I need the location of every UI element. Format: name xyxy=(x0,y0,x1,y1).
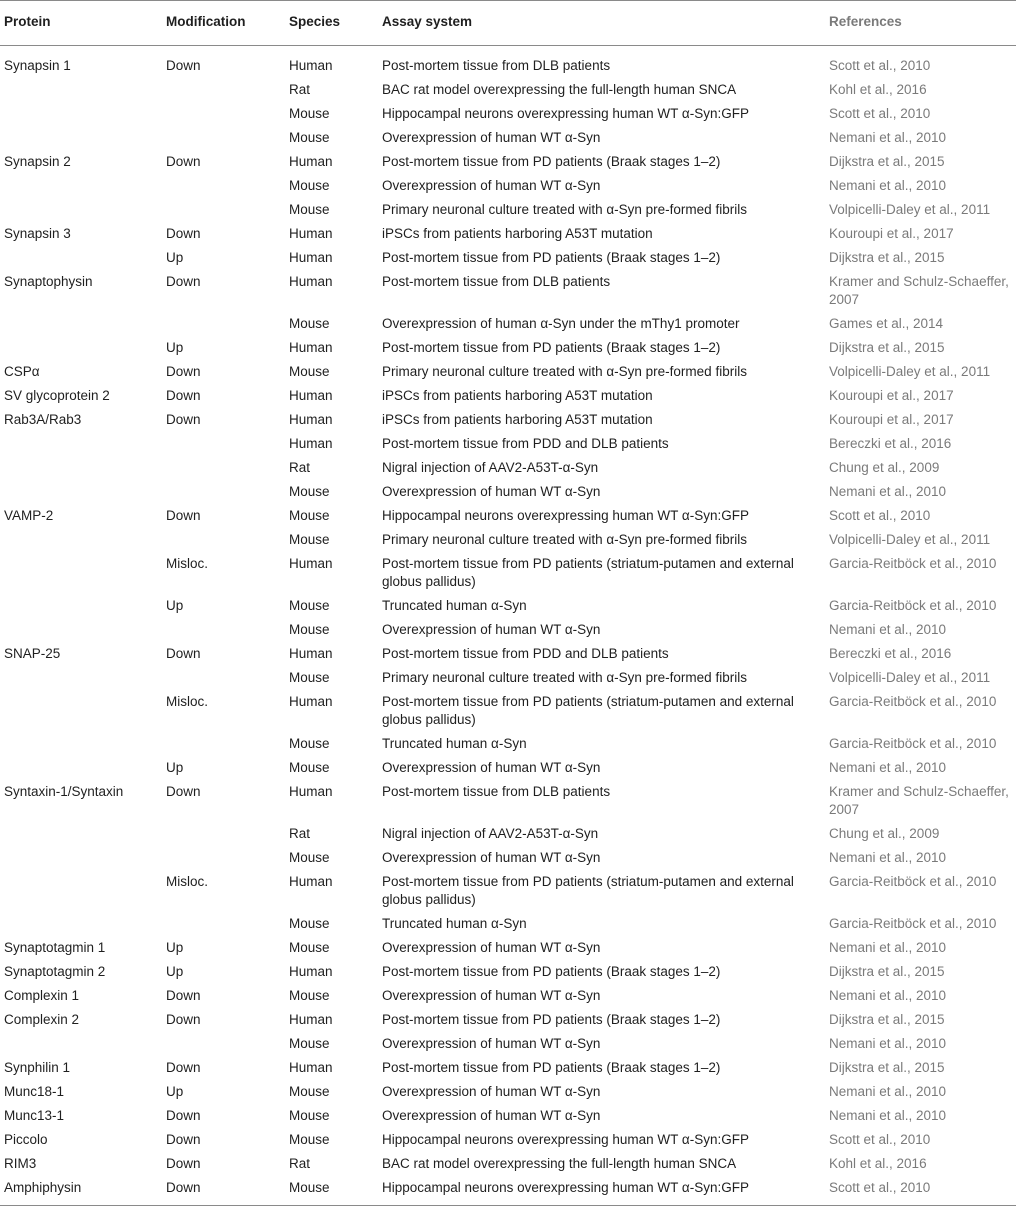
species-cell: Mouse xyxy=(289,940,330,955)
species-cell: Human xyxy=(289,250,333,265)
protein-cell xyxy=(0,915,166,939)
species-cell: Mouse xyxy=(289,202,330,217)
modification-cell xyxy=(166,849,289,873)
modification-cell: Down xyxy=(166,1012,201,1027)
protein-cell: Synaptophysin xyxy=(4,274,93,289)
protein-cell xyxy=(0,873,166,915)
species-cell: Human xyxy=(289,154,333,169)
assay-system-cell: Primary neuronal culture treated with α-Syn pre-formed fibrils xyxy=(382,670,747,685)
assay-system-cell: Overexpression of human WT α-Syn xyxy=(382,850,601,865)
table-row xyxy=(0,1035,1016,1059)
species-cell: Human xyxy=(289,1012,333,1027)
table-row xyxy=(0,849,1016,873)
reference-cell: Bereczki et al., 2016 xyxy=(829,436,952,451)
reference-cell: Scott et al., 2010 xyxy=(829,58,931,73)
reference-cell: Garcia-Reitböck et al., 2010 xyxy=(829,916,997,931)
modification-cell: Misloc. xyxy=(166,874,209,889)
reference-cell: Garcia-Reitböck et al., 2010 xyxy=(829,874,997,889)
modification-cell xyxy=(166,315,289,339)
protein-cell xyxy=(0,483,166,507)
protein-cell xyxy=(0,249,166,273)
protein-cell: Synapsin 3 xyxy=(4,226,71,241)
assay-system-cell: Primary neuronal culture treated with α-Syn pre-formed fibrils xyxy=(382,532,747,547)
assay-system-cell: Nigral injection of AAV2-A53T-α-Syn xyxy=(382,460,599,475)
species-cell: Mouse xyxy=(289,364,330,379)
reference-cell: Scott et al., 2010 xyxy=(829,106,931,121)
header-species: Species xyxy=(289,1,382,46)
table-row xyxy=(0,435,1016,459)
assay-system-cell: iPSCs from patients harboring A53T mutation xyxy=(382,388,653,403)
protein-cell xyxy=(0,459,166,483)
reference-cell: Scott et al., 2010 xyxy=(829,1179,1016,1206)
assay-system-cell: Primary neuronal culture treated with α-Syn pre-formed fibrils xyxy=(382,364,747,379)
species-cell: Mouse xyxy=(289,736,330,751)
table-row xyxy=(0,987,1016,1011)
assay-system-cell: Overexpression of human WT α-Syn xyxy=(382,1084,601,1099)
protein-cell xyxy=(0,531,166,555)
species-cell: Mouse xyxy=(289,1036,330,1051)
assay-system-cell: iPSCs from patients harboring A53T mutation xyxy=(382,226,653,241)
protein-cell xyxy=(0,849,166,873)
assay-system-cell: Post-mortem tissue from DLB patients xyxy=(382,274,611,289)
modification-cell: Down xyxy=(166,364,201,379)
species-cell: Human xyxy=(289,646,333,661)
modification-cell: Up xyxy=(166,940,184,955)
protein-cell: Synapsin 1 xyxy=(4,58,71,73)
species-cell: Mouse xyxy=(289,988,330,1003)
reference-cell: Garcia-Reitböck et al., 2010 xyxy=(829,556,997,571)
modification-cell xyxy=(166,735,289,759)
assay-system-cell: Overexpression of human WT α-Syn xyxy=(382,622,601,637)
table-row xyxy=(0,483,1016,507)
assay-system-cell: Post-mortem tissue from PD patients (Braak stages 1–2) xyxy=(382,1060,721,1075)
assay-system-cell: Overexpression of human WT α-Syn xyxy=(382,760,601,775)
assay-system-cell: Nigral injection of AAV2-A53T-α-Syn xyxy=(382,826,599,841)
species-cell: Rat xyxy=(289,1156,311,1171)
reference-cell: Nemani et al., 2010 xyxy=(829,988,947,1003)
modification-cell: Up xyxy=(166,760,184,775)
table-row xyxy=(0,555,1016,597)
species-cell: Mouse xyxy=(289,532,330,547)
table-row xyxy=(0,411,1016,435)
protein-cell xyxy=(0,1035,166,1059)
species-cell: Mouse xyxy=(289,508,330,523)
species-cell: Mouse xyxy=(289,598,330,613)
table-row xyxy=(0,1011,1016,1035)
modification-cell: Down xyxy=(166,412,201,427)
header-protein: Protein xyxy=(0,1,166,46)
modification-cell xyxy=(166,201,289,225)
table-row xyxy=(0,597,1016,621)
reference-cell: Nemani et al., 2010 xyxy=(829,622,947,637)
assay-system-cell: Post-mortem tissue from PD patients (Braak stages 1–2) xyxy=(382,154,721,169)
reference-cell: Volpicelli-Daley et al., 2011 xyxy=(829,364,991,379)
assay-system-cell: Overexpression of human WT α-Syn xyxy=(382,130,601,145)
modification-cell: Down xyxy=(166,388,201,403)
species-cell: Mouse xyxy=(289,1108,330,1123)
protein-cell: Syntaxin-1/Syntaxin xyxy=(4,784,124,799)
assay-system-cell: Hippocampal neurons overexpressing human WT α-Syn:GFP xyxy=(382,508,749,523)
assay-system-cell: Overexpression of human WT α-Syn xyxy=(382,484,601,499)
protein-cell: Munc13-1 xyxy=(4,1108,65,1123)
species-cell: Human xyxy=(289,340,333,355)
table-row xyxy=(0,531,1016,555)
species-cell: Mouse xyxy=(289,1084,330,1099)
assay-system-cell: Truncated human α-Syn xyxy=(382,916,527,931)
header-assay-system: Assay system xyxy=(382,1,829,46)
table-row xyxy=(0,459,1016,483)
modification-cell: Down xyxy=(166,508,201,523)
assay-system-cell: Overexpression of human WT α-Syn xyxy=(382,940,601,955)
species-cell: Mouse xyxy=(289,106,330,121)
modification-cell xyxy=(166,621,289,645)
assay-system-cell: BAC rat model overexpressing the full-length human SNCA xyxy=(382,82,737,97)
protein-cell: Synphilin 1 xyxy=(4,1060,71,1075)
modification-cell xyxy=(166,81,289,105)
modification-cell: Down xyxy=(166,988,201,1003)
table-row xyxy=(0,1083,1016,1107)
protein-cell xyxy=(0,177,166,201)
species-cell: Mouse xyxy=(289,1132,330,1147)
protein-cell xyxy=(0,735,166,759)
assay-system-cell: Post-mortem tissue from PDD and DLB patients xyxy=(382,436,669,451)
assay-system-cell: Post-mortem tissue from DLB patients xyxy=(382,784,611,799)
reference-cell: Dijkstra et al., 2015 xyxy=(829,964,945,979)
assay-system-cell: Post-mortem tissue from PD patients (striatum-putamen and external globus pallidus) xyxy=(382,694,794,727)
assay-system-cell: Post-mortem tissue from PD patients (Braak stages 1–2) xyxy=(382,1012,721,1027)
modification-cell: Down xyxy=(166,226,201,241)
reference-cell: Kohl et al., 2016 xyxy=(829,1156,927,1171)
table-row xyxy=(0,81,1016,105)
modification-cell: Down xyxy=(166,646,201,661)
table-row xyxy=(0,129,1016,153)
reference-cell: Volpicelli-Daley et al., 2011 xyxy=(829,532,991,547)
reference-cell: Nemani et al., 2010 xyxy=(829,130,947,145)
modification-cell xyxy=(166,459,289,483)
protein-cell xyxy=(0,555,166,597)
reference-cell: Nemani et al., 2010 xyxy=(829,940,947,955)
protein-cell: SNAP-25 xyxy=(4,646,61,661)
table-row xyxy=(0,915,1016,939)
protein-cell xyxy=(0,759,166,783)
species-cell: Rat xyxy=(289,826,311,841)
reference-cell: Garcia-Reitböck et al., 2010 xyxy=(829,694,997,709)
modification-cell xyxy=(166,129,289,153)
species-cell: Human xyxy=(289,874,333,889)
species-cell: Rat xyxy=(289,82,311,97)
species-cell: Mouse xyxy=(289,178,330,193)
species-cell: Mouse xyxy=(289,622,330,637)
table-row xyxy=(0,46,1016,82)
modification-cell xyxy=(166,531,289,555)
table-row xyxy=(0,939,1016,963)
reference-cell: Nemani et al., 2010 xyxy=(829,1084,947,1099)
protein-cell: Piccolo xyxy=(4,1132,48,1147)
assay-system-cell: Post-mortem tissue from PD patients (striatum-putamen and external globus pallidus) xyxy=(382,556,794,589)
reference-cell: Nemani et al., 2010 xyxy=(829,1036,947,1051)
species-cell: Mouse xyxy=(289,760,330,775)
header-modification: Modification xyxy=(166,1,289,46)
reference-cell: Garcia-Reitböck et al., 2010 xyxy=(829,736,997,751)
species-cell: Mouse xyxy=(289,316,330,331)
species-cell: Human xyxy=(289,964,333,979)
table-row xyxy=(0,1059,1016,1083)
reference-cell: Dijkstra et al., 2015 xyxy=(829,340,945,355)
modification-cell: Down xyxy=(166,1132,201,1147)
protein-cell xyxy=(0,693,166,735)
table-row xyxy=(0,249,1016,273)
modification-cell: Up xyxy=(166,250,184,265)
species-cell: Mouse xyxy=(289,670,330,685)
modification-cell xyxy=(166,483,289,507)
assay-system-cell: Overexpression of human WT α-Syn xyxy=(382,1036,601,1051)
protein-cell xyxy=(0,201,166,225)
modification-cell: Down xyxy=(166,58,201,73)
table-row xyxy=(0,963,1016,987)
table-row xyxy=(0,1155,1016,1179)
assay-system-cell: Truncated human α-Syn xyxy=(382,598,527,613)
assay-system-cell: Truncated human α-Syn xyxy=(382,736,527,751)
reference-cell: Nemani et al., 2010 xyxy=(829,484,947,499)
protein-cell xyxy=(0,435,166,459)
species-cell: Human xyxy=(289,436,333,451)
reference-cell: Games et al., 2014 xyxy=(829,316,944,331)
modification-cell xyxy=(166,825,289,849)
assay-system-cell: Overexpression of human WT α-Syn xyxy=(382,988,601,1003)
modification-cell xyxy=(166,1035,289,1059)
species-cell: Human xyxy=(289,274,333,289)
species-cell: Mouse xyxy=(289,916,330,931)
reference-cell: Kouroupi et al., 2017 xyxy=(829,388,954,403)
species-cell: Human xyxy=(289,556,333,571)
modification-cell: Down xyxy=(166,1156,201,1171)
assay-system-cell: Post-mortem tissue from PD patients (Braak stages 1–2) xyxy=(382,964,721,979)
species-cell: Human xyxy=(289,1060,333,1075)
protein-cell xyxy=(0,105,166,129)
protein-cell xyxy=(0,825,166,849)
reference-cell: Kouroupi et al., 2017 xyxy=(829,412,954,427)
protein-cell: Amphiphysin xyxy=(0,1179,166,1206)
modification-cell: Up xyxy=(166,340,184,355)
reference-cell: Volpicelli-Daley et al., 2011 xyxy=(829,670,991,685)
table-row xyxy=(0,315,1016,339)
table-row xyxy=(0,621,1016,645)
table-body xyxy=(0,46,1016,1206)
table-row xyxy=(0,105,1016,129)
species-cell: Human xyxy=(289,226,333,241)
reference-cell: Dijkstra et al., 2015 xyxy=(829,1060,945,1075)
table-header xyxy=(0,1,1016,46)
modification-cell: Down xyxy=(166,1179,289,1206)
protein-cell xyxy=(0,315,166,339)
species-cell: Human xyxy=(289,784,333,799)
protein-cell xyxy=(0,669,166,693)
modification-cell: Down xyxy=(166,1060,201,1075)
protein-cell xyxy=(0,339,166,363)
assay-system-cell: Post-mortem tissue from PD patients (Braak stages 1–2) xyxy=(382,340,721,355)
header-row xyxy=(0,1,1016,46)
modification-cell: Up xyxy=(166,1084,184,1099)
table-row xyxy=(0,669,1016,693)
reference-cell: Dijkstra et al., 2015 xyxy=(829,1012,945,1027)
table-row xyxy=(0,693,1016,735)
protein-cell: CSPα xyxy=(4,364,40,379)
species-cell: Rat xyxy=(289,460,311,475)
modification-cell xyxy=(166,915,289,939)
modification-cell: Down xyxy=(166,1108,201,1123)
table-row xyxy=(0,507,1016,531)
reference-cell: Garcia-Reitböck et al., 2010 xyxy=(829,598,997,613)
species-cell: Human xyxy=(289,58,333,73)
reference-cell: Dijkstra et al., 2015 xyxy=(829,250,945,265)
reference-cell: Volpicelli-Daley et al., 2011 xyxy=(829,202,991,217)
assay-system-cell: Post-mortem tissue from DLB patients xyxy=(382,58,611,73)
table-row xyxy=(0,735,1016,759)
modification-cell xyxy=(166,435,289,459)
table-row xyxy=(0,1179,1016,1206)
table-row xyxy=(0,273,1016,315)
reference-cell: Nemani et al., 2010 xyxy=(829,178,947,193)
modification-cell: Misloc. xyxy=(166,556,209,571)
assay-system-cell: Post-mortem tissue from PD patients (striatum-putamen and external globus pallidus) xyxy=(382,874,794,907)
reference-cell: Bereczki et al., 2016 xyxy=(829,646,952,661)
reference-cell: Chung et al., 2009 xyxy=(829,460,940,475)
assay-system-cell: Hippocampal neurons overexpressing human WT α-Syn:GFP xyxy=(382,1132,749,1147)
reference-cell: Chung et al., 2009 xyxy=(829,826,940,841)
species-cell: Human xyxy=(289,388,333,403)
table-row xyxy=(0,339,1016,363)
assay-system-cell: Primary neuronal culture treated with α-Syn pre-formed fibrils xyxy=(382,202,747,217)
protein-cell xyxy=(0,129,166,153)
assay-system-cell: Hippocampal neurons overexpressing human WT α-Syn:GFP xyxy=(382,106,749,121)
species-cell: Mouse xyxy=(289,484,330,499)
reference-cell: Kramer and Schulz-Schaeffer, 2007 xyxy=(829,274,1009,307)
assay-system-cell: Hippocampal neurons overexpressing human WT α-Syn:GFP xyxy=(382,1179,829,1206)
reference-cell: Kohl et al., 2016 xyxy=(829,82,927,97)
assay-system-cell: Post-mortem tissue from PD patients (Braak stages 1–2) xyxy=(382,250,721,265)
assay-system-cell: Post-mortem tissue from PDD and DLB patients xyxy=(382,646,669,661)
reference-cell: Kouroupi et al., 2017 xyxy=(829,226,954,241)
protein-cell: Synaptotagmin 2 xyxy=(4,964,106,979)
table-row xyxy=(0,387,1016,411)
table-row xyxy=(0,225,1016,249)
table-row xyxy=(0,825,1016,849)
protein-cell xyxy=(0,597,166,621)
protein-cell: RIM3 xyxy=(4,1156,37,1171)
modification-cell xyxy=(166,669,289,693)
table-row xyxy=(0,759,1016,783)
assay-system-cell: Overexpression of human WT α-Syn xyxy=(382,1108,601,1123)
table-row xyxy=(0,1107,1016,1131)
header-references: References xyxy=(829,1,1016,46)
modification-cell: Down xyxy=(166,274,201,289)
modification-cell: Down xyxy=(166,784,201,799)
species-cell: Mouse xyxy=(289,1179,382,1206)
protein-cell xyxy=(0,81,166,105)
assay-system-cell: Overexpression of human WT α-Syn xyxy=(382,178,601,193)
table-row xyxy=(0,177,1016,201)
protein-cell: Complexin 1 xyxy=(4,988,80,1003)
species-cell: Mouse xyxy=(289,130,330,145)
protein-cell: VAMP-2 xyxy=(4,508,54,523)
table-row xyxy=(0,783,1016,825)
protein-cell: Synapsin 2 xyxy=(4,154,71,169)
assay-system-cell: BAC rat model overexpressing the full-length human SNCA xyxy=(382,1156,737,1171)
reference-cell: Nemani et al., 2010 xyxy=(829,1108,947,1123)
modification-cell: Down xyxy=(166,154,201,169)
protein-cell: Rab3A/Rab3 xyxy=(4,412,82,427)
reference-cell: Nemani et al., 2010 xyxy=(829,850,947,865)
reference-cell: Dijkstra et al., 2015 xyxy=(829,154,945,169)
modification-cell: Up xyxy=(166,964,184,979)
table-row xyxy=(0,363,1016,387)
protein-cell: Complexin 2 xyxy=(4,1012,80,1027)
modification-cell xyxy=(166,105,289,129)
modification-cell: Up xyxy=(166,598,184,613)
protein-cell: Synaptotagmin 1 xyxy=(4,940,106,955)
table-row xyxy=(0,201,1016,225)
table-row xyxy=(0,153,1016,177)
assay-system-cell: iPSCs from patients harboring A53T mutation xyxy=(382,412,653,427)
reference-cell: Kramer and Schulz-Schaeffer, 2007 xyxy=(829,784,1009,817)
table-row xyxy=(0,1131,1016,1155)
species-cell: Mouse xyxy=(289,850,330,865)
table-row xyxy=(0,873,1016,915)
assay-system-cell: Overexpression of human α-Syn under the mThy1 promoter xyxy=(382,316,740,331)
reference-cell: Nemani et al., 2010 xyxy=(829,760,947,775)
species-cell: Human xyxy=(289,694,333,709)
protein-cell: Munc18-1 xyxy=(4,1084,65,1099)
modification-cell xyxy=(166,177,289,201)
protein-cell: SV glycoprotein 2 xyxy=(4,388,110,403)
modification-cell: Misloc. xyxy=(166,694,209,709)
species-cell: Human xyxy=(289,412,333,427)
protein-cell xyxy=(0,621,166,645)
table-row xyxy=(0,645,1016,669)
reference-cell: Scott et al., 2010 xyxy=(829,1132,931,1147)
reference-cell: Scott et al., 2010 xyxy=(829,508,931,523)
